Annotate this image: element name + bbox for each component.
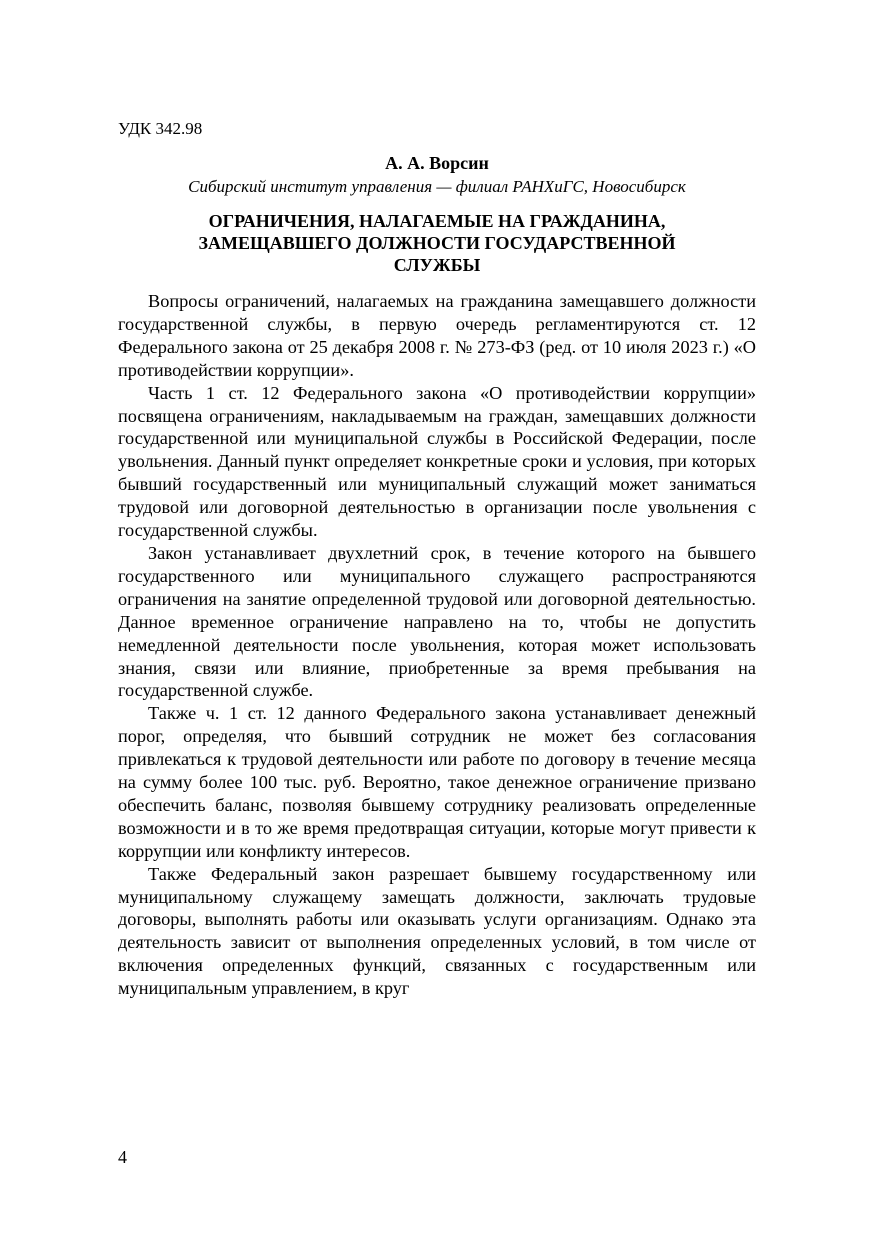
title-line-2: ЗАМЕЩАВШЕГО ДОЛЖНОСТИ ГОСУДАРСТВЕННОЙ xyxy=(198,233,676,253)
body-paragraph-3: Закон устанавливает двухлетний срок, в течение которого на бывшего государственного или муниципального служащего распространяются ограничения на занятие определенной трудовой или договорной деятельностью. Данное временное ограничение направлено на то, чтобы не допустить немедленной деятельности после увольнения, которая может использовать знания, связи или влияние, приобретенные за время пребывания на государственной службе. xyxy=(118,542,756,701)
body-paragraph-2: Часть 1 ст. 12 Федерального закона «О противодействии коррупции» посвящена ограничениям, накладываемым на граждан, замещавших должности государственной или муниципальной службы в Российской Федерации, после увольнения. Данный пункт определяет конкретные сроки и условия, при которых бывший государственный или муниципальный служащий может заниматься трудовой или договорной деятельностью в организации после увольнения с государственной службы. xyxy=(118,382,756,541)
body-paragraph-5: Также Федеральный закон разрешает бывшему государственному или муниципальному служащему замещать должности, заключать трудовые договоры, выполнять работы или оказывать услуги организациям. Однако эта деятельность зависит от выполнения определенных условий, в том числе от включения определенных функций, связанных с государственным или муниципальным управлением, в круг xyxy=(118,863,756,999)
article-body xyxy=(118,290,756,1000)
title-line-1: ОГРАНИЧЕНИЯ, НАЛАГАЕМЫЕ НА ГРАЖДАНИНА, xyxy=(208,211,666,231)
author-name: А. А. Ворсин xyxy=(385,153,489,173)
body-paragraph-4: Также ч. 1 ст. 12 данного Федерального закона устанавливает денежный порог, определяя, что бывший сотрудник не может без согласования привлекаться к трудовой деятельности или работе по договору в течение месяца на сумму более 100 тыс. руб. Вероятно, такое денежное ограничение призвано обеспечить баланс, позволяя бывшему сотруднику реализовать определенные возможности и в то же время предотвращая ситуации, которые могут привести к коррупции или конфликту интересов. xyxy=(118,703,756,861)
article-title xyxy=(118,210,756,276)
page-content xyxy=(118,118,756,1000)
title-line-3: СЛУЖБЫ xyxy=(393,255,481,275)
udk-code: УДК 342.98 xyxy=(118,119,203,138)
author-affiliation: Сибирский институт управления — филиал РАНХиГС, Новосибирск xyxy=(188,177,686,196)
page-number: 4 xyxy=(118,1147,127,1167)
body-paragraph-1: Вопросы ограничений, налагаемых на гражданина замещавшего должности государственной службы, в первую очередь регламентируются ст. 12 Федерального закона от 25 декабря 2008 г. № 273-ФЗ (ред. от 10 июля 2023 г.) «О противодействии коррупции». xyxy=(118,291,756,380)
